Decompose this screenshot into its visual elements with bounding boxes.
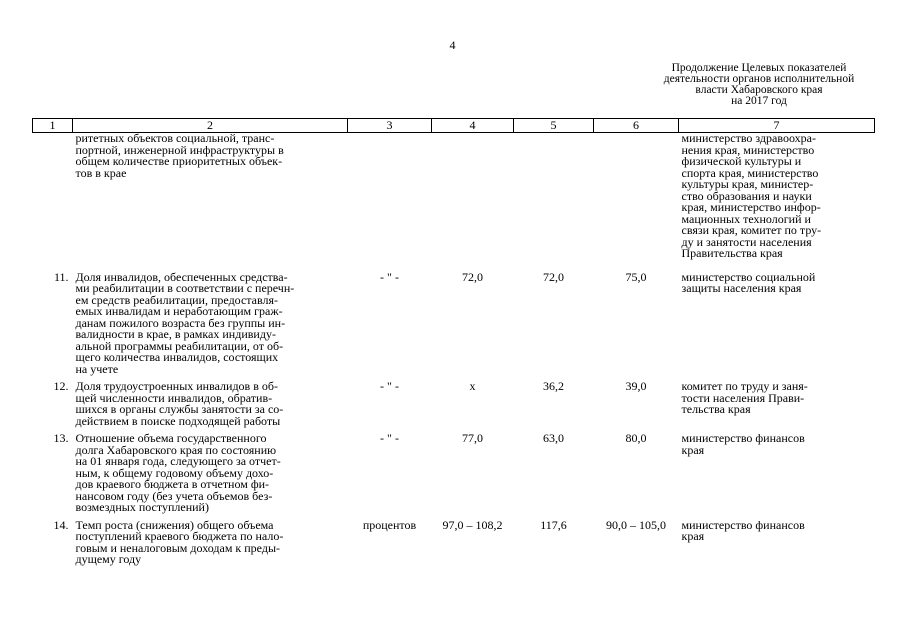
continuation-heading: [640, 63, 878, 107]
row-number: 11.: [53, 269, 69, 284]
continuation-line: власти Хабаровского края: [695, 84, 823, 96]
value-cell: 63,0: [543, 431, 564, 445]
col-header-2: 2: [73, 119, 348, 133]
col-header-7: 7: [679, 119, 875, 133]
indicators-table: [32, 118, 875, 566]
value-cell: 72,0: [543, 269, 564, 284]
row-number: 12.: [53, 379, 69, 393]
unit-cell: [348, 133, 432, 272]
indicator-text: Темп роста (снижения) общего объема поступлений краевого бюджета по нало- говым и неналоговым доходам к преды- дущему году: [75, 517, 284, 566]
col-header-3: 3: [348, 119, 432, 133]
indicator-text: ритетных объектов социальной, транс- портной, инженерной инфраструктуры в общем количестве приоритетных объек- тов в крае: [75, 131, 284, 180]
col-header-4: 4: [432, 119, 514, 133]
responsible-body: министерство здравоохра- нения края, министерство физической культуры и спорта края, министерство культуры края, министер- ство образования и науки края, министерство инфор- мационных технологий и связи края, комитет по тру- ду и занятости населения Правительства края: [681, 131, 822, 260]
value-cell: 77,0: [462, 431, 483, 445]
value-cell: [432, 133, 514, 272]
indicator-text: Отношение объема государственного долга Хабаровского края по состоянию на 01 января года, следующего за отчет- ным, к общему годовому объему дохо- дов краевого бюджета в отчетном фи- нансовом году (без учета объемов без- возмездных поступлений): [75, 431, 281, 514]
col-header-1: 1: [33, 119, 73, 133]
table-row: [33, 133, 875, 272]
unit-cell: - " -: [380, 379, 399, 393]
unit-cell: - " -: [380, 269, 399, 284]
responsible-body: министерство социальной защиты населения края: [681, 269, 816, 295]
responsible-body: министерство финансов края: [681, 431, 805, 457]
row-number: 14.: [53, 517, 69, 532]
indicator-text: Доля трудоустроенных инвалидов в об- щей численности инвалидов, обратив- шихся в органы службы занятости за со- действием в поиске подходящей работы: [75, 379, 284, 428]
table-row: [33, 272, 875, 382]
value-cell: 117,6: [540, 517, 567, 532]
value-cell: 97,0 – 108,2: [442, 517, 503, 532]
continuation-line: Продолжение Целевых показателей: [671, 62, 847, 74]
value-cell: 90,0 – 105,0: [606, 517, 666, 532]
continuation-line: деятельности органов исполнительной: [663, 73, 855, 85]
unit-cell: процентов: [362, 517, 417, 532]
continuation-line: на 2017 год: [731, 95, 787, 107]
value-cell: [594, 133, 679, 272]
value-cell: [514, 133, 594, 272]
value-cell: 72,0: [462, 269, 483, 284]
page-number: 4: [449, 38, 456, 52]
unit-cell: - " -: [380, 431, 399, 445]
value-cell: 75,0: [625, 269, 647, 284]
value-cell: х: [469, 379, 476, 393]
row-number: 13.: [53, 431, 69, 445]
value-cell: 36,2: [543, 379, 564, 393]
value-cell: 80,0: [625, 431, 647, 445]
row-number: [33, 133, 73, 272]
table-row: [33, 520, 875, 566]
responsible-body: министерство финансов края: [681, 517, 805, 543]
responsible-body: комитет по труду и заня- тости населения Прави- тельства края: [681, 379, 808, 416]
table-row: [33, 381, 875, 433]
value-cell: 39,0: [625, 379, 647, 393]
table-row: [33, 433, 875, 520]
col-header-5: 5: [514, 119, 594, 133]
col-header-6: 6: [594, 119, 679, 133]
indicator-text: Доля инвалидов, обеспеченных средства- ми реабилитации в соответствии с перечн- ем средств реабилитации, предоставля- емых инвалидам и неработающим граж- данам пожилого возраста без группы ин- валидности в крае, в рамках индивиду- альной программы реабилитации, от об- щего количества инвалидов, состоящих на учете: [75, 269, 295, 376]
